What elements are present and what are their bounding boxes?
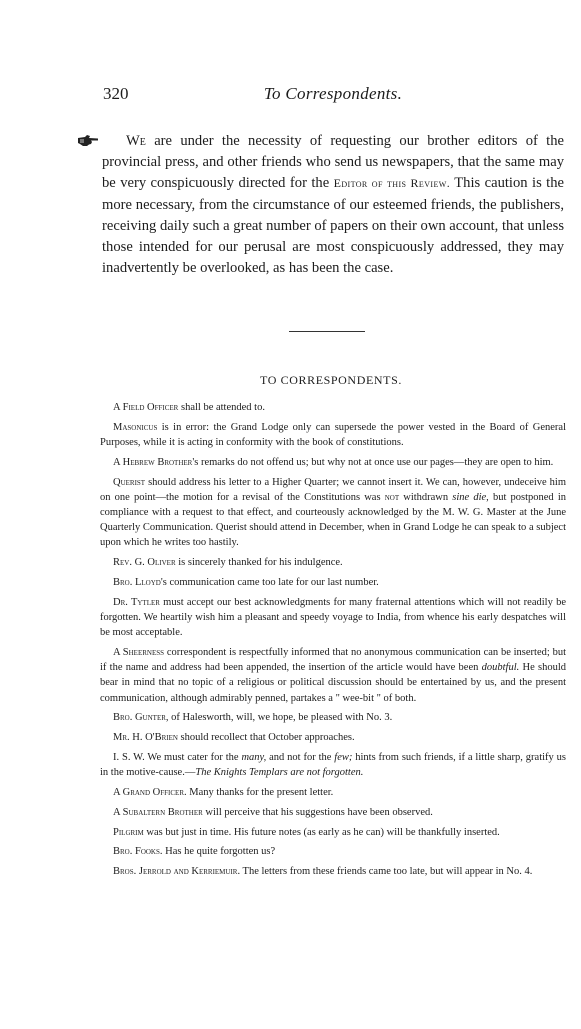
correspondent-name: A Subaltern Brother bbox=[113, 806, 203, 818]
note-text: hints from such friends, if a little sharp, gratify us in the motive-cause.— bbox=[100, 752, 567, 779]
correspondent-name: A Field Officer bbox=[113, 402, 179, 413]
correspondent-name: Bro. Gunter, bbox=[113, 712, 169, 724]
correspondents-list bbox=[100, 400, 566, 884]
note-text: He should bear in mind that no topic of a religious or political discussion should be entertained by us, and the present communication, although admirably penned, partakes a " wee-bit " of both. bbox=[100, 662, 566, 704]
correspondent-note bbox=[100, 864, 566, 879]
notice-lead-word: We bbox=[126, 133, 146, 149]
notice-editor-address: Editor of this Review. bbox=[333, 176, 451, 191]
correspondent-name: Rev. G. Oliver bbox=[113, 557, 176, 569]
section-title: TO CORRESPONDENTS. bbox=[260, 373, 402, 387]
correspondent-note bbox=[100, 710, 566, 725]
correspondent-note bbox=[100, 785, 566, 800]
correspondent-name: Bros. Jerrold and Kerriemuir. bbox=[113, 866, 241, 878]
pointing-hand-icon bbox=[77, 134, 99, 147]
correspondent-name: A Sheerness bbox=[113, 647, 165, 658]
notice-text-part-1: are under the necessity of requesting our brother editors of the provincial press, and other friends who send us newspapers, that the same may be very conspicuously directed for the bbox=[102, 133, 564, 192]
correspondent-note bbox=[100, 844, 566, 859]
notice-text-part-2: This caution is the more necessary, from the circumstance of our esteemed friends, the publishers, receiving daily such a great number of papers on their own account, that unless those intended for our perusal are most conspicuously addressed, they may inadvertently be overlooked, as has been the case. bbox=[102, 175, 565, 277]
note-text: should address his letter to a Higher Quarter; we cannot insert it. We can, however, undeceive him on one point—the motion for a revisal of the Constitutions was bbox=[100, 476, 566, 503]
running-title: To Correspondents. bbox=[263, 84, 403, 103]
note-italic: sine die, bbox=[452, 491, 489, 503]
note-text: We must cater for the bbox=[144, 752, 242, 763]
correspondent-note bbox=[100, 475, 566, 551]
note-italic: few; bbox=[334, 752, 353, 763]
note-text: withdrawn bbox=[399, 491, 453, 503]
note-text: 's remarks do not offend us; but why not at once use our pages—they are open to him. bbox=[192, 456, 554, 468]
note-text: 's communication came too late for our last number. bbox=[160, 577, 379, 588]
note-emphasis: not bbox=[384, 491, 400, 503]
note-italic: many, bbox=[241, 752, 267, 763]
note-text: but postponed in compliance with a request to that effect, and courteously acknowledged by the M. W. G. Master at the June Quarterly Communication. Querist should attend in December, when in Grand Lodge he can speak to a subject upon which he writes too hastily. bbox=[100, 491, 566, 549]
note-text: Many thanks for the present letter. bbox=[186, 787, 334, 798]
correspondent-note bbox=[100, 805, 566, 820]
page-number: 320 bbox=[103, 84, 129, 103]
note-italic: The Knights Templars are not forgotten. bbox=[195, 767, 364, 779]
correspondent-name: Querist bbox=[113, 476, 146, 488]
correspondent-note bbox=[100, 730, 566, 745]
note-text: should recollect that October approaches. bbox=[177, 732, 355, 744]
correspondent-name: Bro. Lloyd bbox=[113, 577, 161, 588]
correspondent-name: Pilgrim bbox=[113, 826, 144, 838]
note-text: was but just in time. His future notes (as early as he can) will be thankfully inserted. bbox=[143, 826, 500, 838]
correspondent-note bbox=[100, 825, 566, 840]
note-text: correspondent is respectfully informed that no anonymous communication can be inserted; but if the name and address had been appended, the insertion of the article would have been bbox=[100, 647, 566, 674]
note-text: is sincerely thanked for his indulgence. bbox=[175, 557, 343, 569]
correspondent-name: Dr. Tytler bbox=[113, 596, 160, 608]
note-italic: doubtful. bbox=[481, 662, 520, 674]
correspondent-note bbox=[100, 750, 566, 780]
correspondent-note bbox=[100, 645, 566, 706]
note-text: will perceive that his suggestions have been observed. bbox=[202, 806, 433, 818]
correspondent-note bbox=[100, 400, 566, 415]
correspondent-note bbox=[100, 555, 566, 570]
correspondent-name: A Hebrew Brother bbox=[113, 456, 193, 468]
section-divider bbox=[289, 331, 365, 332]
correspondent-note bbox=[100, 455, 566, 470]
notice-paragraph bbox=[102, 131, 564, 279]
note-text: is in error: the Grand Lodge only can supersede the power vested in the Board of General Purposes, while it is acting in conformity with the book of constitutions. bbox=[100, 421, 566, 448]
correspondent-name: Bro. Fooks. bbox=[113, 846, 163, 858]
correspondent-name: Masonicus bbox=[113, 421, 158, 433]
note-text: of Halesworth, will, we hope, be pleased with No. 3. bbox=[168, 712, 393, 724]
page-header bbox=[103, 84, 563, 106]
correspondent-note bbox=[100, 575, 566, 590]
note-text: and not for the bbox=[266, 752, 335, 763]
editorial-notice bbox=[102, 131, 564, 279]
correspondent-note bbox=[100, 420, 566, 450]
note-text: Has he quite forgotten us? bbox=[162, 846, 276, 858]
correspondent-note bbox=[100, 595, 566, 641]
note-text: The letters from these friends came too late, but will appear in No. 4. bbox=[240, 866, 533, 878]
correspondent-name: I. S. W. bbox=[113, 752, 145, 763]
correspondent-name: A Grand Officer. bbox=[113, 787, 187, 798]
note-text: shall be attended to. bbox=[178, 402, 265, 413]
note-text: must accept our best acknowledgments for many fraternal attentions which will not readily be forgotten. We heartily wish him a pleasant and speedy voyage to India, from whence his early despatches will be most acceptable. bbox=[100, 596, 566, 639]
correspondent-name: Mr. H. O'Brien bbox=[113, 732, 178, 744]
